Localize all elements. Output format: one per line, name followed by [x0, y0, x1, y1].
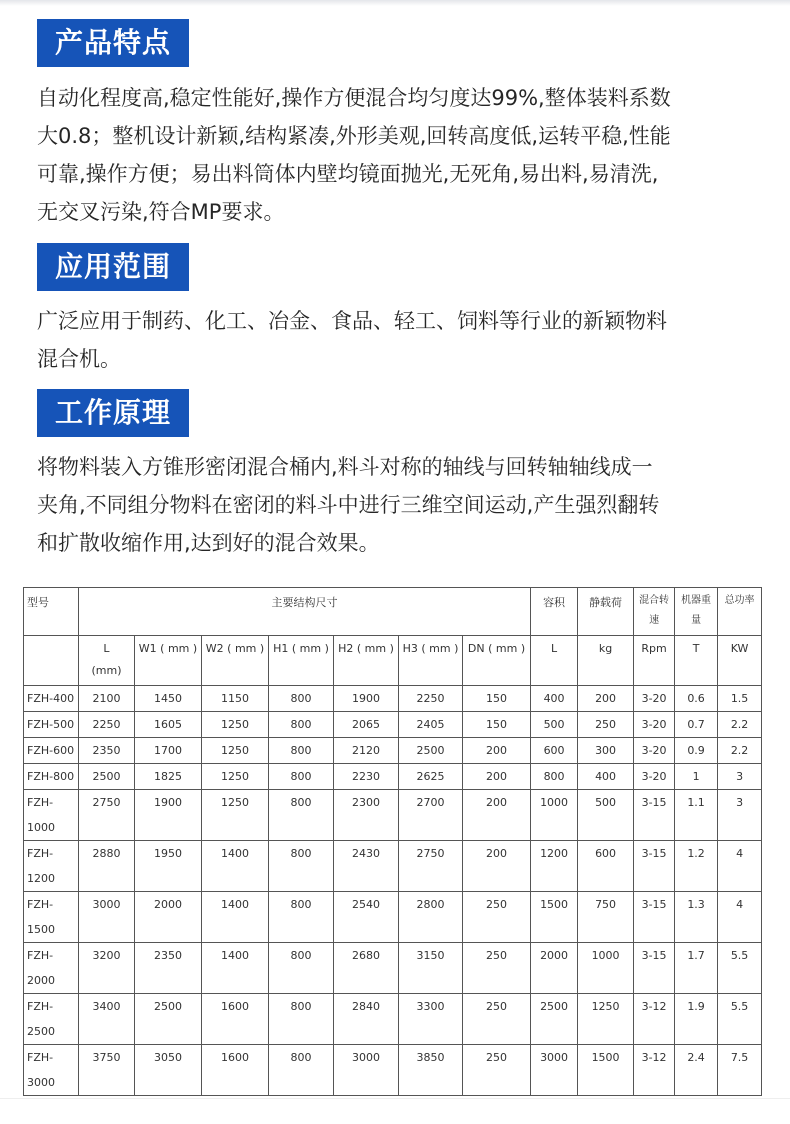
cell-H1: 800	[269, 764, 334, 790]
unit-L	[79, 636, 135, 686]
features-line: 自动化程度高,稳定性能好,操作方便混合均匀度达99%,整体装料系数	[37, 86, 671, 110]
cell-model	[24, 790, 79, 841]
table-row	[24, 738, 762, 764]
cell-speed: 3-15	[634, 790, 675, 841]
table-row	[24, 686, 762, 712]
cell-weight: 1.7	[675, 943, 718, 994]
cell-L: 2100	[79, 686, 135, 712]
cell-weight: 0.7	[675, 712, 718, 738]
cell-model	[24, 738, 79, 764]
header-volume: 容积	[531, 588, 578, 636]
features-line: 无交叉污染,符合MP要求。	[37, 200, 285, 224]
cell-volume: 400	[531, 686, 578, 712]
cell-H3: 2750	[399, 841, 463, 892]
unit-volume: L	[531, 636, 578, 686]
cell-load: 250	[578, 712, 634, 738]
cell-power: 4	[718, 841, 762, 892]
cell-L: 2500	[79, 764, 135, 790]
cell-W2: 1400	[202, 892, 269, 943]
cell-L: 2750	[79, 790, 135, 841]
cell-H1: 800	[269, 790, 334, 841]
cell-H1: 800	[269, 712, 334, 738]
features-line: 可靠,操作方便；易出料筒体内壁均镜面抛光,无死角,易出料,易清洗,	[37, 162, 659, 186]
cell-power: 5.5	[718, 994, 762, 1045]
cell-DN: 250	[463, 943, 531, 994]
unit-W1: W1 ( mm )	[135, 636, 202, 686]
application-text	[37, 302, 767, 378]
cell-weight: 1	[675, 764, 718, 790]
cell-load: 400	[578, 764, 634, 790]
cell-model-line: 1500	[27, 923, 55, 936]
header-weight	[675, 588, 718, 636]
cell-H2: 2120	[334, 738, 399, 764]
cell-W1: 3050	[135, 1045, 202, 1096]
heading-features: 产品特点	[37, 19, 189, 67]
cell-model	[24, 943, 79, 994]
cell-volume: 1500	[531, 892, 578, 943]
cell-weight: 2.4	[675, 1045, 718, 1096]
header-speed	[634, 588, 675, 636]
cell-W2: 1250	[202, 790, 269, 841]
cell-DN: 250	[463, 892, 531, 943]
cell-H2: 2430	[334, 841, 399, 892]
cell-model	[24, 892, 79, 943]
table-row	[24, 994, 762, 1045]
cell-speed: 3-20	[634, 764, 675, 790]
cell-DN: 150	[463, 712, 531, 738]
cell-weight: 0.6	[675, 686, 718, 712]
cell-model-line: FZH-400	[27, 692, 75, 705]
cell-W2: 1250	[202, 712, 269, 738]
bottom-divider	[0, 1098, 790, 1099]
cell-L: 2880	[79, 841, 135, 892]
table-row	[24, 841, 762, 892]
cell-speed: 3-15	[634, 892, 675, 943]
cell-model-line: FZH-	[27, 949, 54, 962]
cell-W1: 1450	[135, 686, 202, 712]
cell-H2: 2300	[334, 790, 399, 841]
cell-H1: 800	[269, 686, 334, 712]
cell-weight: 0.9	[675, 738, 718, 764]
cell-speed: 3-20	[634, 738, 675, 764]
cell-volume: 800	[531, 764, 578, 790]
cell-volume: 3000	[531, 1045, 578, 1096]
cell-H1: 800	[269, 1045, 334, 1096]
cell-H3: 2625	[399, 764, 463, 790]
unit-W2: W2 ( mm )	[202, 636, 269, 686]
features-text	[37, 79, 767, 231]
header-power: 总功率	[718, 588, 762, 636]
header-speed-line: 混合转	[639, 595, 670, 606]
table-header-row	[24, 588, 762, 636]
cell-H3: 2800	[399, 892, 463, 943]
cell-DN: 200	[463, 764, 531, 790]
cell-model-line: FZH-	[27, 847, 54, 860]
unit-L-line: L	[103, 642, 110, 655]
cell-weight: 1.2	[675, 841, 718, 892]
cell-H3: 2405	[399, 712, 463, 738]
cell-L: 2350	[79, 738, 135, 764]
principle-line: 将物料装入方锥形密闭混合桶内,料斗对称的轴线与回转轴轴线成一	[37, 455, 653, 479]
cell-load: 750	[578, 892, 634, 943]
cell-W2: 1600	[202, 1045, 269, 1096]
cell-power: 3	[718, 790, 762, 841]
cell-power: 5.5	[718, 943, 762, 994]
spec-table	[23, 587, 762, 1096]
table-row	[24, 712, 762, 738]
table-row	[24, 764, 762, 790]
cell-DN: 250	[463, 994, 531, 1045]
application-line: 广泛应用于制药、化工、冶金、食品、轻工、饲料等行业的新颖物料	[37, 309, 667, 333]
cell-model	[24, 841, 79, 892]
cell-volume: 1200	[531, 841, 578, 892]
cell-model	[24, 712, 79, 738]
cell-volume: 1000	[531, 790, 578, 841]
cell-W1: 1825	[135, 764, 202, 790]
cell-H3: 3300	[399, 994, 463, 1045]
cell-W1: 2500	[135, 994, 202, 1045]
cell-H1: 800	[269, 738, 334, 764]
cell-model-line: 1200	[27, 872, 55, 885]
cell-power: 2.2	[718, 712, 762, 738]
cell-W1: 2350	[135, 943, 202, 994]
cell-power: 4	[718, 892, 762, 943]
unit-H1: H1 ( mm )	[269, 636, 334, 686]
unit-load: kg	[578, 636, 634, 686]
cell-power: 2.2	[718, 738, 762, 764]
cell-speed: 3-12	[634, 994, 675, 1045]
heading-principle: 工作原理	[37, 389, 189, 437]
unit-L-line: (mm)	[91, 664, 122, 677]
cell-model-line: FZH-500	[27, 718, 75, 731]
cell-H2: 2840	[334, 994, 399, 1045]
cell-L: 3750	[79, 1045, 135, 1096]
table-row	[24, 1045, 762, 1096]
cell-W2: 1600	[202, 994, 269, 1045]
cell-L: 3000	[79, 892, 135, 943]
cell-model	[24, 764, 79, 790]
features-line: 大0.8；整机设计新颖,结构紧凑,外形美观,回转高度低,运转平稳,性能	[37, 124, 671, 148]
cell-DN: 250	[463, 1045, 531, 1096]
cell-model-line: FZH-	[27, 796, 54, 809]
cell-H1: 800	[269, 943, 334, 994]
cell-model-line: 2500	[27, 1025, 55, 1038]
cell-load: 300	[578, 738, 634, 764]
cell-model-line: FZH-800	[27, 770, 75, 783]
header-model: 型号	[24, 588, 79, 636]
cell-W1: 1950	[135, 841, 202, 892]
unit-DN: DN ( mm )	[463, 636, 531, 686]
cell-speed: 3-15	[634, 943, 675, 994]
cell-L: 2250	[79, 712, 135, 738]
cell-model	[24, 1045, 79, 1096]
cell-volume: 2000	[531, 943, 578, 994]
cell-W1: 1700	[135, 738, 202, 764]
unit-H3: H3 ( mm )	[399, 636, 463, 686]
cell-speed: 3-15	[634, 841, 675, 892]
cell-load: 1500	[578, 1045, 634, 1096]
header-weight-line: 机器重	[681, 595, 712, 606]
cell-speed: 3-12	[634, 1045, 675, 1096]
cell-W1: 1605	[135, 712, 202, 738]
cell-H2: 1900	[334, 686, 399, 712]
cell-W2: 1250	[202, 764, 269, 790]
header-main-dims: 主要结构尺寸	[79, 588, 531, 636]
header-speed-line: 速	[649, 615, 660, 626]
table-unit-row	[24, 636, 762, 686]
cell-H1: 800	[269, 841, 334, 892]
cell-W1: 1900	[135, 790, 202, 841]
cell-power: 1.5	[718, 686, 762, 712]
cell-H3: 3850	[399, 1045, 463, 1096]
cell-H3: 2500	[399, 738, 463, 764]
cell-H1: 800	[269, 994, 334, 1045]
principle-line: 夹角,不同组分物料在密闭的料斗中进行三维空间运动,产生强烈翻转	[37, 493, 660, 517]
cell-weight: 1.9	[675, 994, 718, 1045]
cell-H2: 2230	[334, 764, 399, 790]
unit-speed: Rpm	[634, 636, 675, 686]
cell-H1: 800	[269, 892, 334, 943]
cell-W2: 1400	[202, 943, 269, 994]
header-weight-line: 量	[691, 615, 702, 626]
unit-blank	[24, 636, 79, 686]
cell-DN: 200	[463, 790, 531, 841]
principle-line: 和扩散收缩作用,达到好的混合效果。	[37, 531, 380, 555]
cell-H2: 2540	[334, 892, 399, 943]
cell-model-line: 3000	[27, 1076, 55, 1089]
cell-speed: 3-20	[634, 686, 675, 712]
cell-volume: 2500	[531, 994, 578, 1045]
cell-H2: 2065	[334, 712, 399, 738]
cell-H3: 3150	[399, 943, 463, 994]
cell-model	[24, 994, 79, 1045]
cell-W2: 1400	[202, 841, 269, 892]
heading-application: 应用范围	[37, 243, 189, 291]
cell-L: 3400	[79, 994, 135, 1045]
cell-H3: 2250	[399, 686, 463, 712]
cell-W1: 2000	[135, 892, 202, 943]
cell-model-line: 1000	[27, 821, 55, 834]
cell-DN: 200	[463, 841, 531, 892]
cell-L: 3200	[79, 943, 135, 994]
cell-H2: 2680	[334, 943, 399, 994]
cell-load: 600	[578, 841, 634, 892]
cell-load: 500	[578, 790, 634, 841]
cell-model-line: FZH-600	[27, 744, 75, 757]
cell-H2: 3000	[334, 1045, 399, 1096]
table-row	[24, 892, 762, 943]
unit-weight: T	[675, 636, 718, 686]
cell-DN: 200	[463, 738, 531, 764]
cell-load: 200	[578, 686, 634, 712]
cell-model-line: FZH-	[27, 898, 54, 911]
cell-power: 3	[718, 764, 762, 790]
cell-load: 1000	[578, 943, 634, 994]
principle-text	[37, 448, 767, 562]
top-shade	[0, 0, 790, 6]
cell-model	[24, 686, 79, 712]
table-row	[24, 790, 762, 841]
cell-volume: 500	[531, 712, 578, 738]
cell-DN: 150	[463, 686, 531, 712]
cell-W2: 1250	[202, 738, 269, 764]
cell-volume: 600	[531, 738, 578, 764]
cell-W2: 1150	[202, 686, 269, 712]
cell-model-line: FZH-	[27, 1000, 54, 1013]
cell-model-line: FZH-	[27, 1051, 54, 1064]
application-line: 混合机。	[37, 347, 121, 371]
header-static-load: 静载荷	[578, 588, 634, 636]
cell-speed: 3-20	[634, 712, 675, 738]
cell-power: 7.5	[718, 1045, 762, 1096]
unit-H2: H2 ( mm )	[334, 636, 399, 686]
cell-weight: 1.1	[675, 790, 718, 841]
cell-load: 1250	[578, 994, 634, 1045]
cell-weight: 1.3	[675, 892, 718, 943]
unit-power: KW	[718, 636, 762, 686]
table-row	[24, 943, 762, 994]
cell-model-line: 2000	[27, 974, 55, 987]
cell-H3: 2700	[399, 790, 463, 841]
